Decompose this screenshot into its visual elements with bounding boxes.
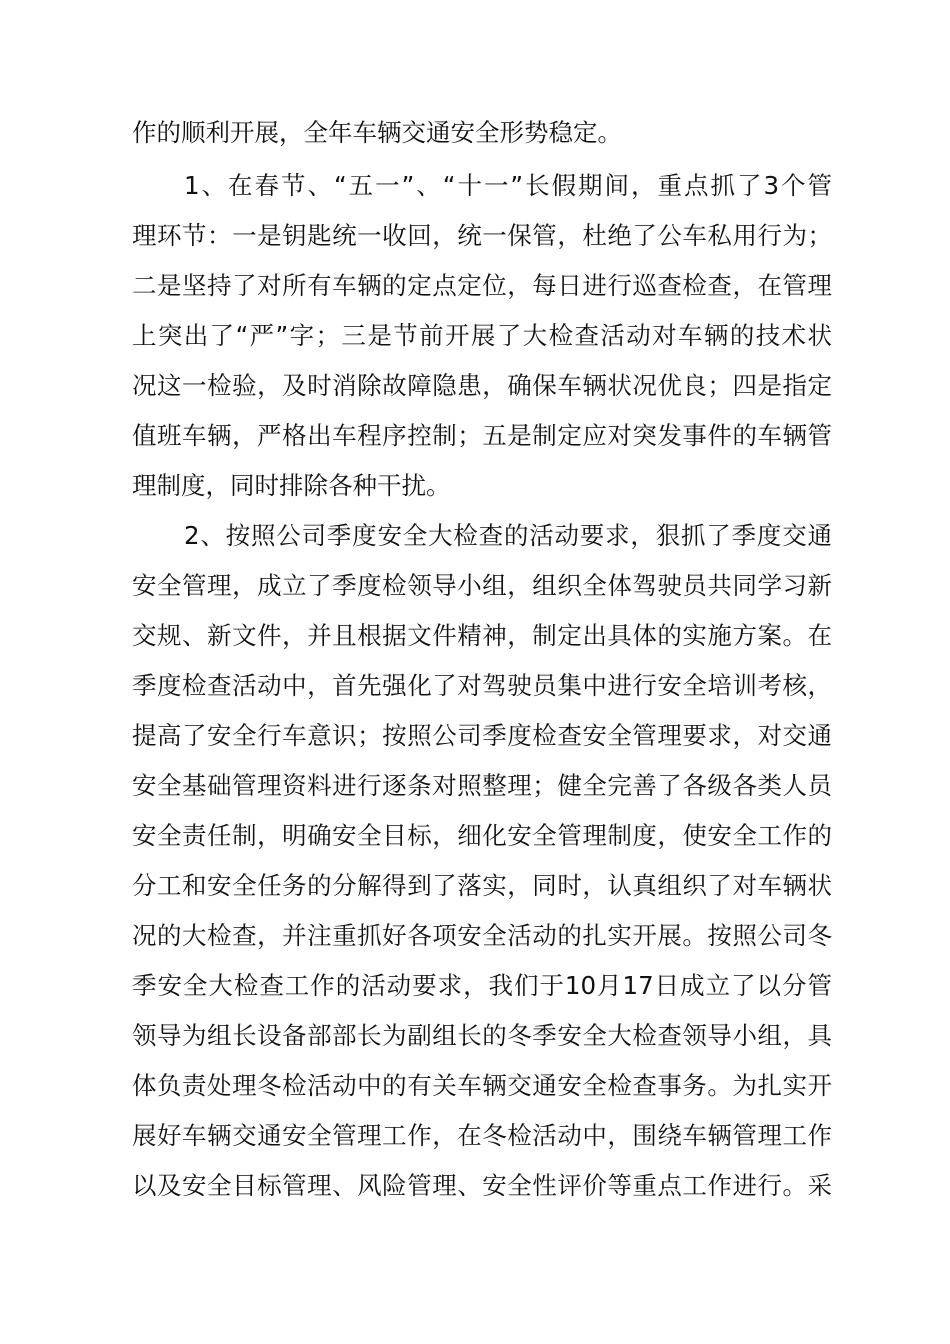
text-line: 作的顺利开展，全年车辆交通安全形势稳定。 <box>132 118 622 147</box>
text-line: 季度检查活动中，首先强化了对驾驶员集中进行安全培训考核， <box>132 671 832 700</box>
text-line: 安全责任制，明确安全目标，细化安全管理制度，使安全工作的 <box>132 821 832 850</box>
text-line: 况的大检查，并注重抓好各项安全活动的扎实开展。按照公司冬 <box>132 921 832 950</box>
text-line: 交规、新文件，并且根据文件精神，制定出具体的实施方案。在 <box>132 621 832 650</box>
text-line: 以及安全目标管理、风险管理、安全性评价等重点工作进行。采 <box>132 1171 832 1200</box>
text-line: 值班车辆，严格出车程序控制；五是制定应对突发事件的车辆管 <box>132 421 832 450</box>
text-line: 安全管理，成立了季度检领导小组，组织全体驾驶员共同学习新 <box>132 571 832 600</box>
text-line: 展好车辆交通安全管理工作，在冬检活动中，围绕车辆管理工作 <box>132 1121 832 1150</box>
text-line: 二是坚持了对所有车辆的定点定位，每日进行巡查检查，在管理 <box>132 271 832 300</box>
text-line: 季安全大检查工作的活动要求，我们于10月17日成立了以分管 <box>132 971 832 1000</box>
text-line: 1、在春节、“五一”、“十一”长假期间，重点抓了3个管 <box>184 171 832 200</box>
text-line: 安全基础管理资料进行逐条对照整理；健全完善了各级各类人员 <box>132 771 832 800</box>
text-line: 上突出了“严”字；三是节前开展了大检查活动对车辆的技术状 <box>132 321 832 350</box>
text-line: 提高了安全行车意识；按照公司季度检查安全管理要求，对交通 <box>132 721 832 750</box>
text-line: 况这一检验，及时消除故障隐患，确保车辆状况优良；四是指定 <box>132 371 832 400</box>
text-line: 体负责处理冬检活动中的有关车辆交通安全检查事务。为扎实开 <box>132 1071 832 1100</box>
text-line: 理制度，同时排除各种干扰。 <box>132 471 451 500</box>
text-line: 2、按照公司季度安全大检查的活动要求，狠抓了季度交通 <box>184 521 832 550</box>
text-line: 领导为组长设备部部长为副组长的冬季安全大检查领导小组，具 <box>132 1021 832 1050</box>
text-line: 理环节：一是钥匙统一收回，统一保管，杜绝了公车私用行为； <box>132 221 832 250</box>
text-line: 分工和安全任务的分解得到了落实，同时，认真组织了对车辆状 <box>132 871 832 900</box>
